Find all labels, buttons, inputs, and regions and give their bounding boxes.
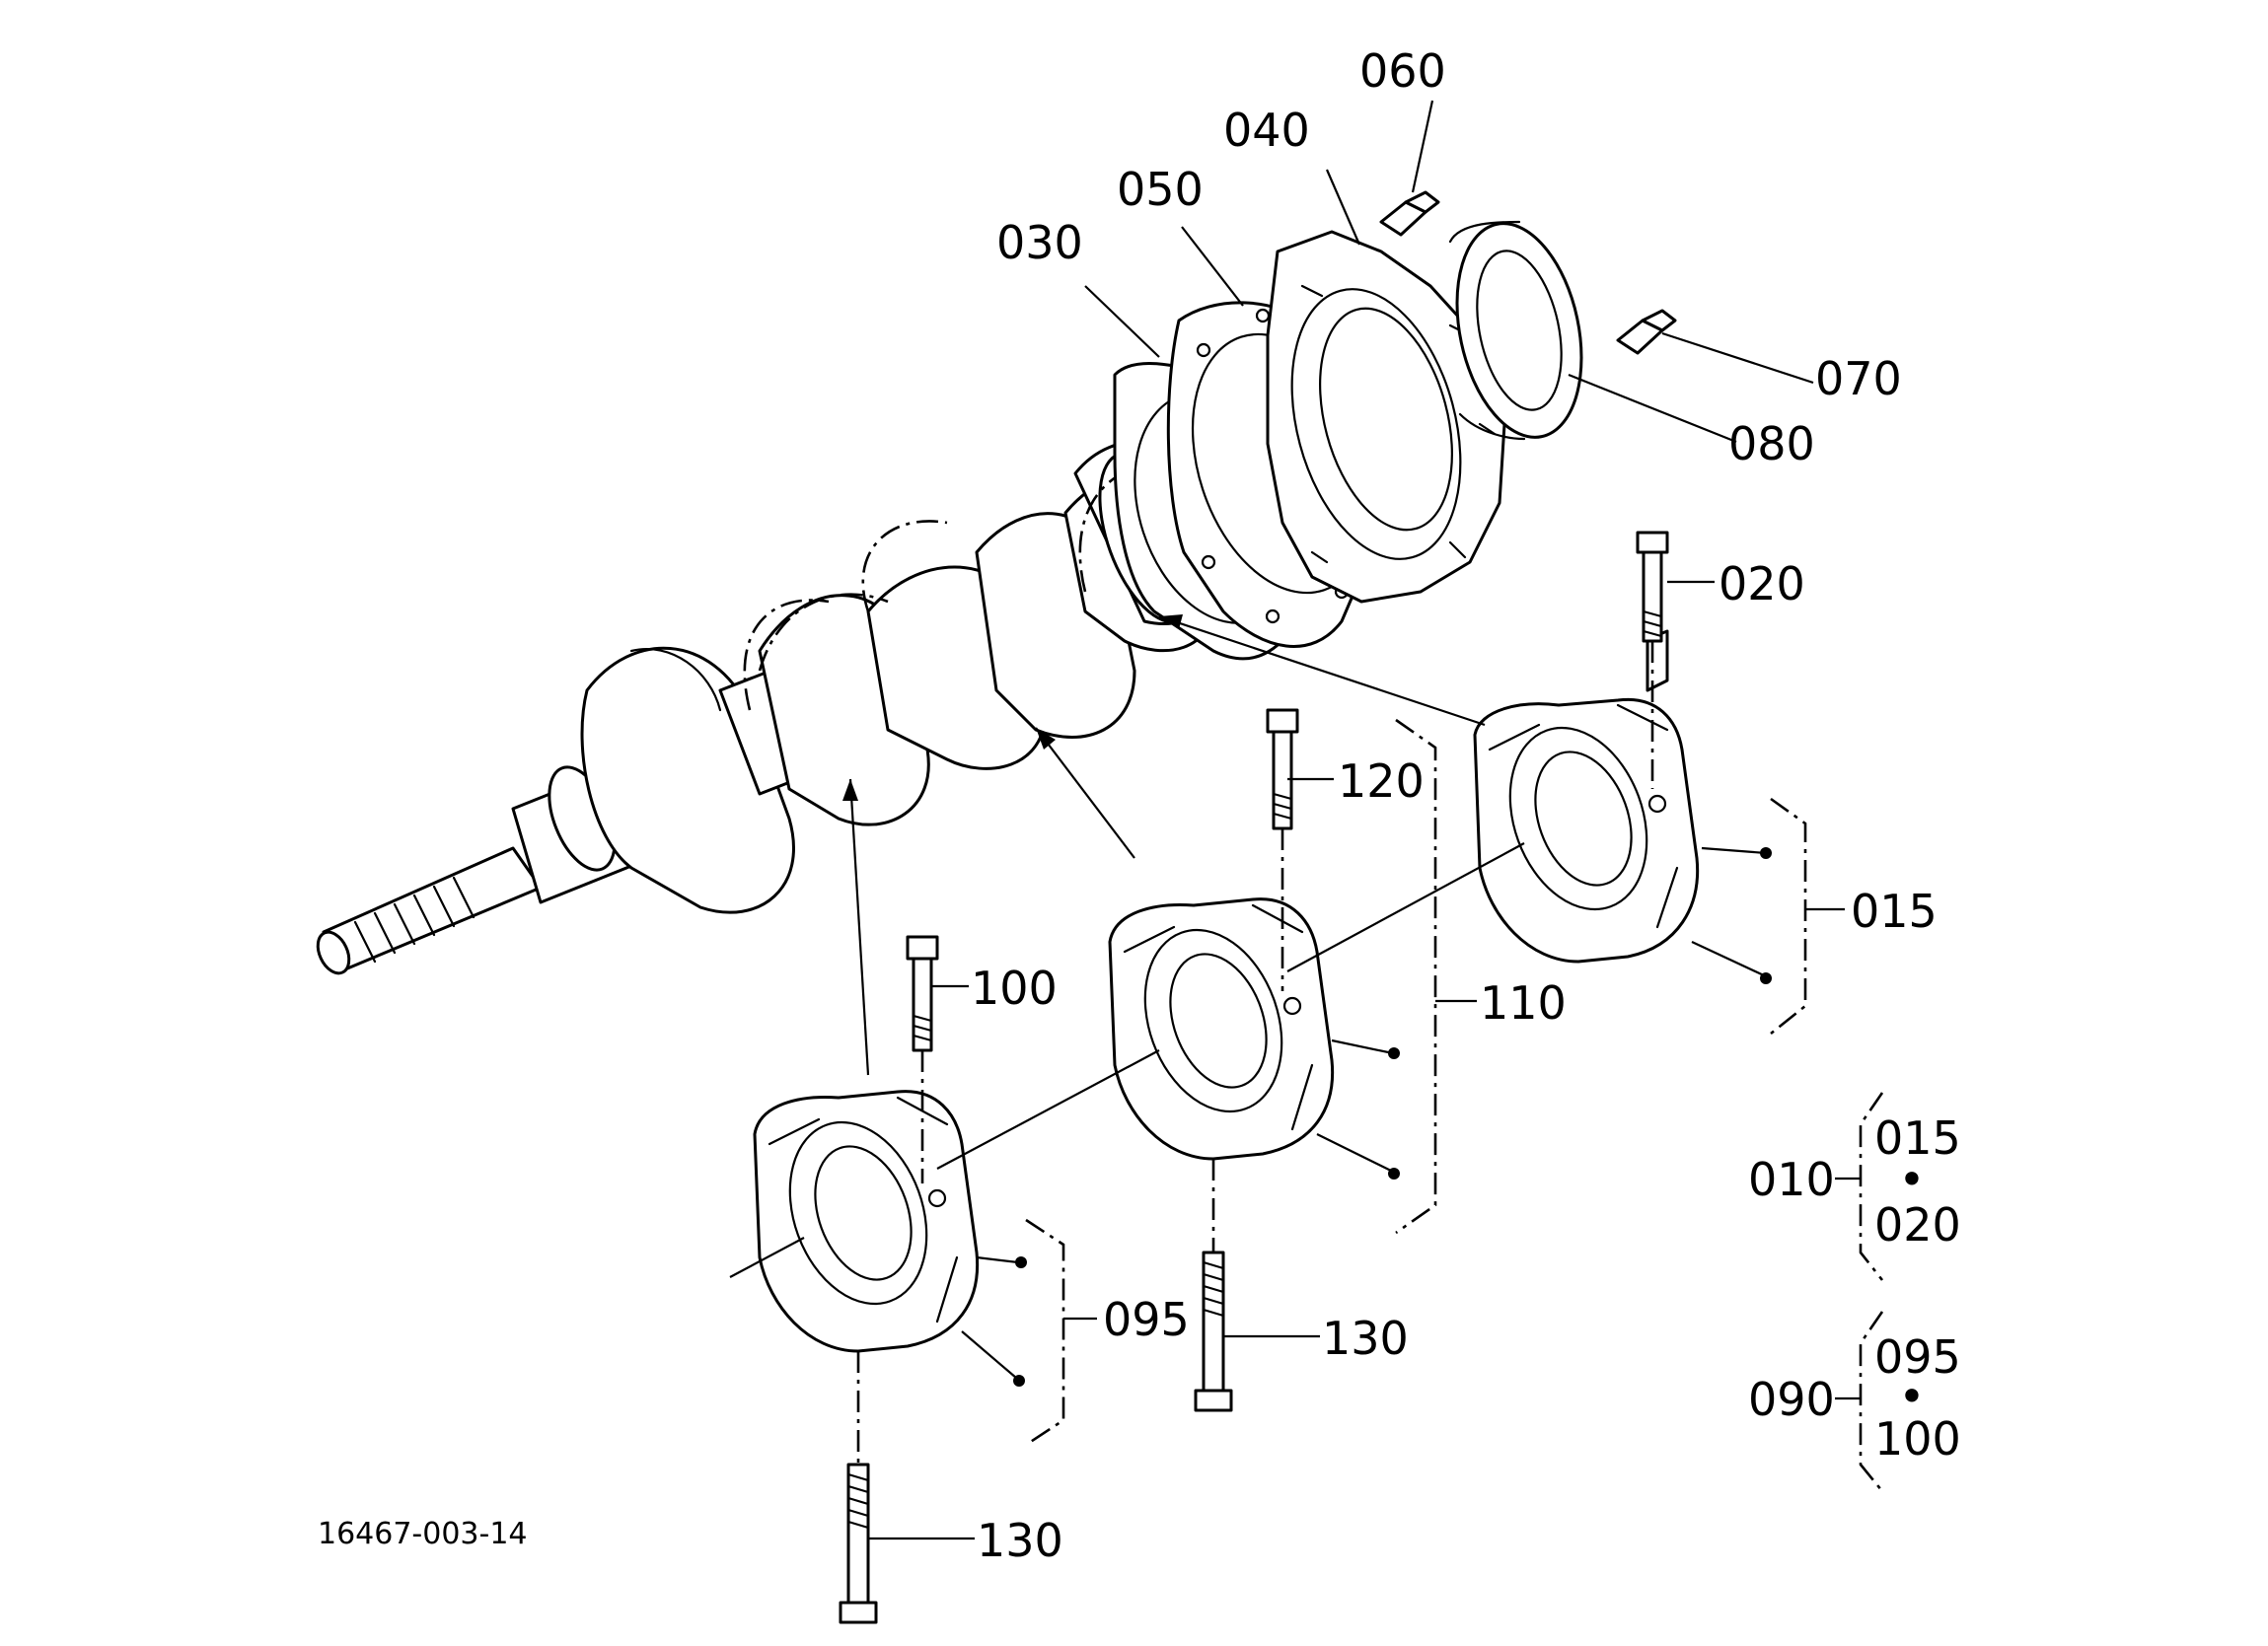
assembly-090-separator: •	[1898, 1370, 1926, 1423]
callout-130-lower: 130	[977, 1514, 1063, 1567]
callout-120: 120	[1338, 754, 1425, 808]
callout-015: 015	[1851, 885, 1938, 938]
bolt-020	[1638, 533, 1667, 641]
bracket-015	[1692, 799, 1845, 1034]
bolt-130-upper	[1196, 1252, 1231, 1410]
assembly-090-part-bottom: 100	[1874, 1412, 1961, 1466]
assembly-010-part-bottom: 020	[1874, 1198, 1961, 1252]
main-bearing-case-110	[1110, 899, 1333, 1159]
drawing-number: 16467-003-14	[318, 1517, 528, 1551]
assembly-010-separator: •	[1898, 1153, 1926, 1206]
main-bearing-case-015	[1475, 631, 1698, 962]
bracket-095	[962, 1220, 1097, 1445]
callout-080: 080	[1728, 417, 1815, 470]
assembly-090-label: 090	[1748, 1373, 1835, 1426]
callout-130-upper: 130	[1322, 1312, 1409, 1365]
bolt-100	[908, 937, 937, 1050]
callout-050: 050	[1117, 163, 1204, 216]
main-bearing-case-095	[755, 1092, 978, 1351]
callout-060: 060	[1359, 44, 1446, 98]
assembly-010-label: 010	[1748, 1153, 1835, 1206]
bolt-120	[1268, 710, 1297, 828]
screw-060	[1381, 192, 1438, 235]
assembly-010-part-top: 015	[1874, 1111, 1961, 1165]
callout-100: 100	[971, 962, 1058, 1015]
bolt-130-lower	[841, 1465, 876, 1622]
crankshaft	[312, 440, 1223, 978]
callout-030: 030	[996, 216, 1083, 269]
assembly-090-part-top: 095	[1874, 1330, 1961, 1384]
callout-020: 020	[1719, 557, 1805, 610]
callout-070: 070	[1815, 352, 1902, 405]
screw-070	[1618, 311, 1675, 353]
case-015-axis	[1287, 843, 1524, 971]
callout-095: 095	[1103, 1293, 1190, 1346]
case-110-axis	[937, 1050, 1159, 1169]
callout-040: 040	[1223, 104, 1310, 157]
callout-110: 110	[1480, 976, 1567, 1030]
